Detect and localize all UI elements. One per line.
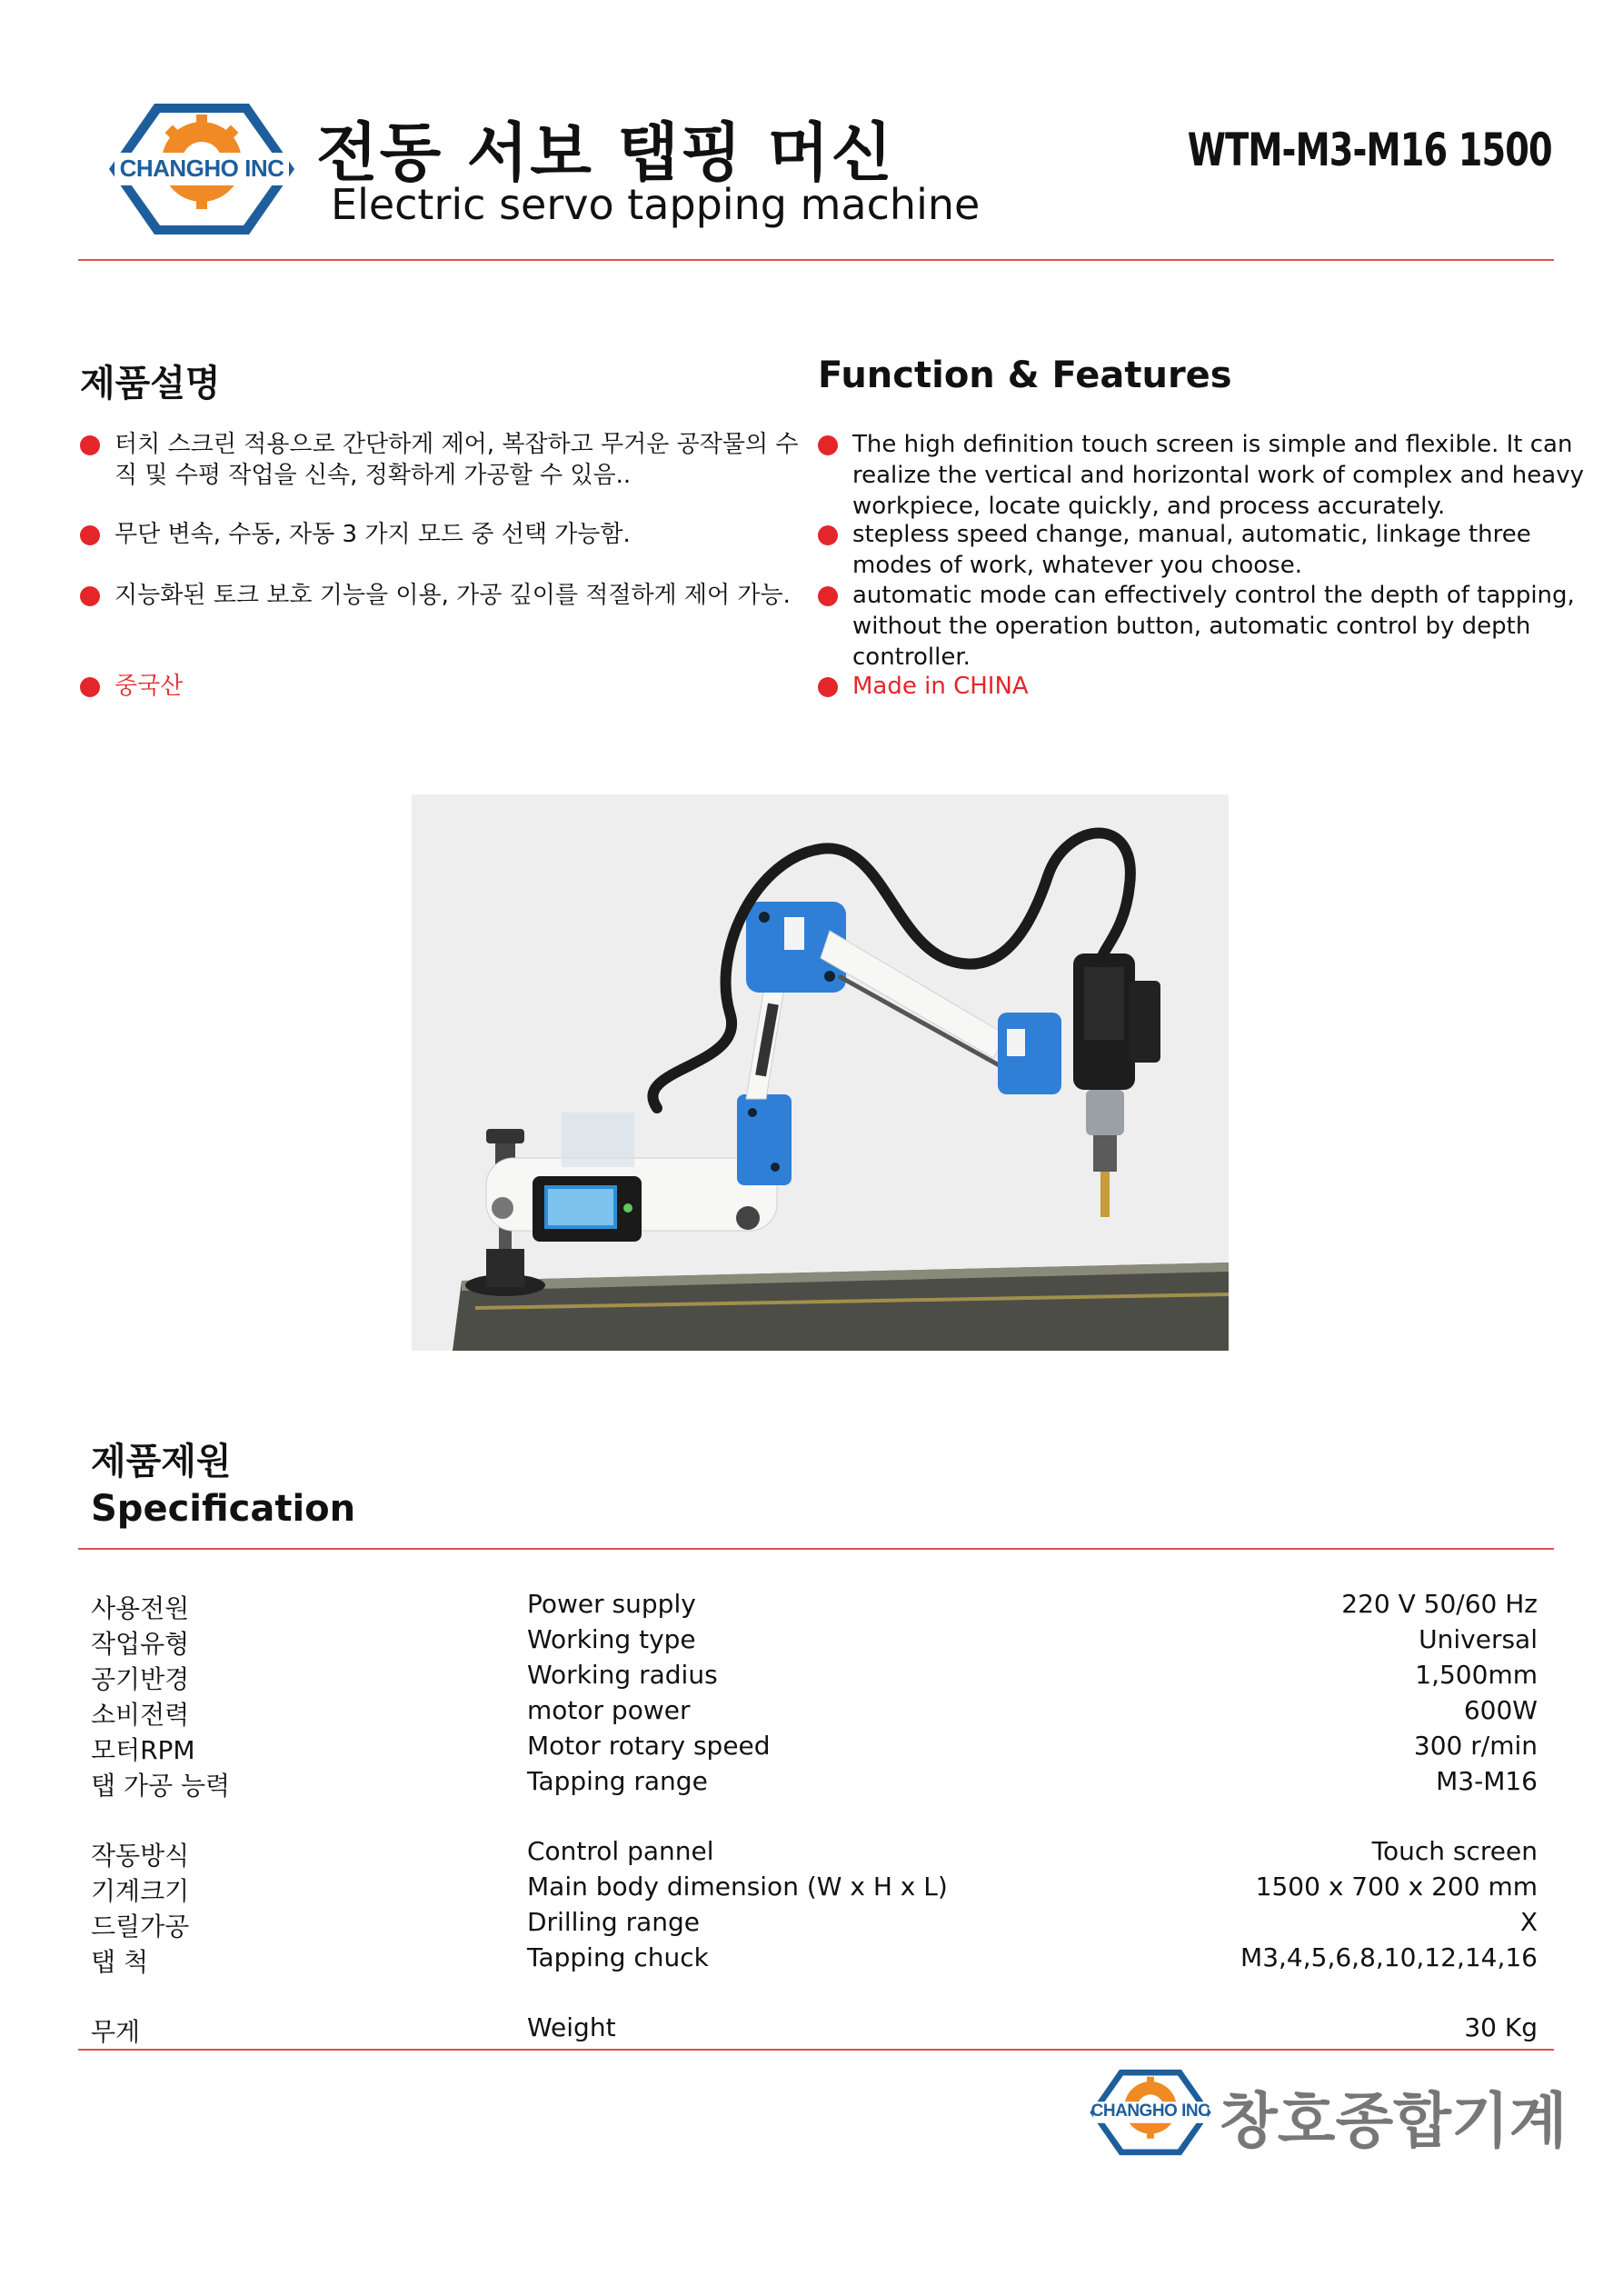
spec-value: 600W xyxy=(1463,1695,1538,1725)
spec-value: 300 r/min xyxy=(1413,1731,1538,1761)
feature-text: automatic mode can effectively control the depth of tapping, without the operation button, automatic control by depth controller. xyxy=(852,582,1575,671)
spec-label-en: Weight xyxy=(527,2012,616,2042)
spec-label-kr: 작업유형 xyxy=(91,1629,190,1659)
company-logo xyxy=(107,102,296,236)
spec-label-kr: 공기반경 xyxy=(91,1664,190,1694)
feature-text: 중국산 xyxy=(115,673,184,700)
spec-label-kr: 모터RPM xyxy=(91,1735,195,1765)
spec-label-kr: 작동방식 xyxy=(91,1841,190,1871)
model-number: WTM-M3-M16 1500 xyxy=(1188,124,1552,176)
spec-label-kr: 소비전력 xyxy=(91,1700,190,1730)
feature-en-2 xyxy=(818,519,1599,581)
spec-value: 30 Kg xyxy=(1464,2012,1538,2042)
feature-en-4 xyxy=(818,671,1599,702)
spec-heading xyxy=(91,1433,355,1530)
spec-value: 1500 x 700 x 200 mm xyxy=(1255,1872,1538,1902)
spec-value: X xyxy=(1519,1907,1538,1937)
spec-label-kr: 무게 xyxy=(91,2017,141,2047)
tapping-machine-illustration xyxy=(412,794,1229,1351)
product-photo xyxy=(412,794,1229,1351)
features-english xyxy=(818,354,1599,396)
spec-row xyxy=(91,1589,1538,1623)
feature-kr-4 xyxy=(80,671,807,702)
spec-label-kr: 사용전원 xyxy=(91,1593,190,1623)
features-heading-english: Function & Features xyxy=(818,354,1232,396)
spec-label-en: motor power xyxy=(527,1695,691,1725)
feature-text: Made in CHINA xyxy=(852,673,1029,700)
title-english: Electric servo tapping machine xyxy=(331,180,981,229)
spec-heading-english: Specification xyxy=(91,1488,356,1530)
feature-en-1 xyxy=(818,429,1599,522)
spec-label-en: Drilling range xyxy=(527,1907,701,1937)
bullet-icon xyxy=(818,677,838,697)
bullet-icon xyxy=(818,586,838,606)
spec-row xyxy=(91,1766,1538,1801)
spec-row xyxy=(91,1907,1538,1942)
footer-logo-text: CHANGHO INC xyxy=(1090,2101,1210,2121)
spec-value: 220 V 50/60 Hz xyxy=(1341,1589,1538,1619)
spec-row xyxy=(91,1624,1538,1659)
spec-row xyxy=(91,1660,1538,1694)
spec-row xyxy=(91,1872,1538,1906)
spec-label-kr: 탭 가공 능력 xyxy=(91,1771,231,1801)
spec-value: M3,4,5,6,8,10,12,14,16 xyxy=(1240,1942,1538,1972)
spec-label-en: Working type xyxy=(527,1624,696,1654)
feature-kr-1 xyxy=(80,429,807,491)
header-divider xyxy=(78,259,1554,261)
bullet-icon xyxy=(818,525,838,545)
spec-label-kr: 탭 척 xyxy=(91,1947,148,1977)
spec-row xyxy=(91,2012,1538,2047)
feature-text: The high definition touch screen is simple and flexible. It can realize the vertical and horizontal work of complex and heavy workpiece, locate quickly, and process accurately. xyxy=(852,431,1584,520)
bullet-icon xyxy=(818,435,838,455)
title-korean: 전동 서보 탭핑 머신 xyxy=(316,115,895,190)
feature-kr-3 xyxy=(80,580,807,611)
spec-label-kr: 드릴가공 xyxy=(91,1912,190,1942)
spec-label-en: Main body dimension (W x H x L) xyxy=(527,1872,948,1902)
spec-label-en: Tapping chuck xyxy=(527,1942,709,1972)
spec-top-divider xyxy=(78,1548,1554,1550)
features-korean xyxy=(80,354,807,406)
features-heading-korean: 제품설명 xyxy=(80,363,221,404)
logo-text: CHANGHO INC xyxy=(119,155,284,182)
feature-text: 무단 변속, 수동, 자동 3 가지 모드 중 선택 가능함. xyxy=(115,521,631,548)
feature-text: stepless speed change, manual, automatic, linkage three modes of work, whatever you choose. xyxy=(852,521,1531,579)
spec-heading-korean: 제품제원 xyxy=(91,1441,232,1482)
spec-label-kr: 기계크기 xyxy=(91,1876,190,1906)
spec-row xyxy=(91,1942,1538,1977)
bullet-icon xyxy=(80,525,100,545)
feature-text: 터치 스크린 적용으로 간단하게 제어, 복잡하고 무거운 공작물의 수직 및 수평 작업을 신속, 정확하게 가공할 수 있음.. xyxy=(115,431,799,489)
spec-value: 1,500mm xyxy=(1415,1660,1538,1690)
spec-label-en: Power supply xyxy=(527,1589,696,1619)
spec-row xyxy=(91,1695,1538,1730)
spec-bottom-divider xyxy=(78,2049,1554,2051)
spec-value: M3-M16 xyxy=(1436,1766,1538,1796)
bullet-icon xyxy=(80,586,100,606)
feature-text: 지능화된 토크 보호 기능을 이용, 가공 깊이를 적절하게 제어 가능. xyxy=(115,582,791,609)
feature-en-3 xyxy=(818,580,1599,673)
feature-kr-2 xyxy=(80,519,807,550)
bullet-icon xyxy=(80,435,100,455)
spec-value: Touch screen xyxy=(1371,1836,1538,1866)
spec-label-en: Control pannel xyxy=(527,1836,714,1866)
company-name: 창호종합기계 xyxy=(1220,2086,1568,2156)
spec-row xyxy=(91,1836,1538,1871)
spec-label-en: Tapping range xyxy=(527,1766,708,1796)
footer-logo xyxy=(1089,2065,1212,2160)
spec-row xyxy=(91,1731,1538,1765)
spec-label-en: Working radius xyxy=(527,1660,718,1690)
bullet-icon xyxy=(80,677,100,697)
spec-value: Universal xyxy=(1419,1624,1538,1654)
spec-label-en: Motor rotary speed xyxy=(527,1731,771,1761)
